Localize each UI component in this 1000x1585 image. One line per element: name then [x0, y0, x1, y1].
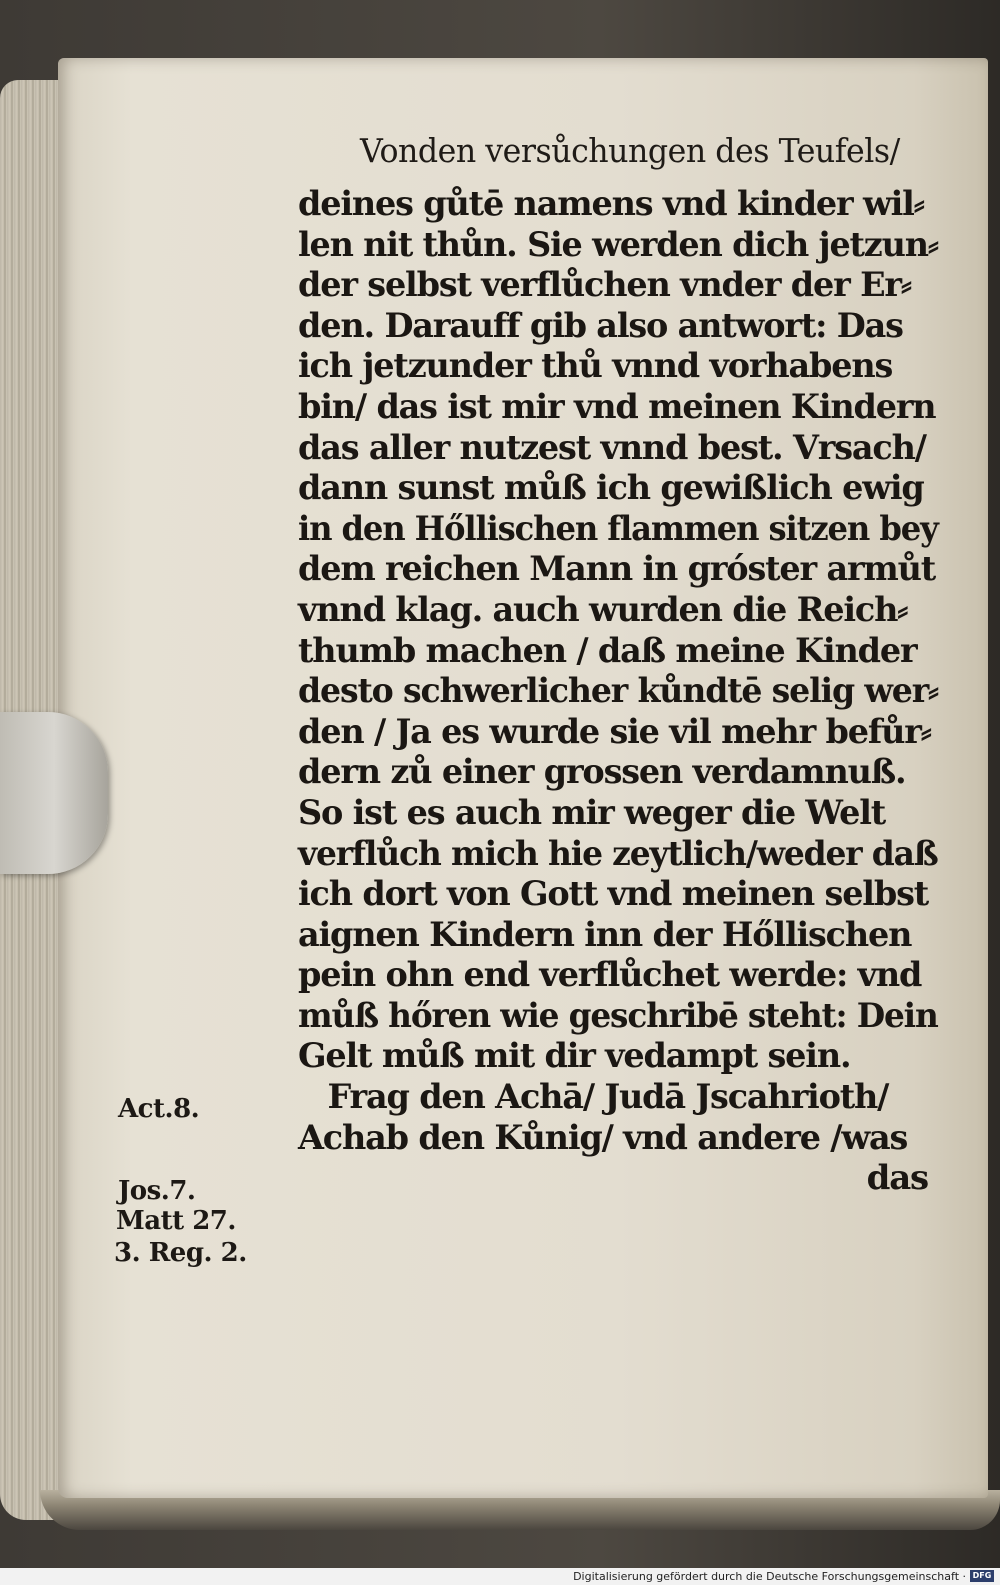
text-line: der selbst verflůchen vnder der Er⸗ — [298, 265, 911, 306]
text-line: thumb machen / daß meine Kinder — [298, 630, 917, 671]
text-line: pein ohn end verflůchet werde: vnd — [298, 955, 922, 996]
page-clip — [0, 712, 108, 874]
text-line: ich jetzunder thů vnnd vorhabens — [298, 346, 893, 387]
text-line: Frag den Achā/ Judā Jscahrioth/ — [327, 1077, 889, 1118]
text-line: vnnd klag. auch wurden die Reich⸗ — [298, 589, 908, 630]
marginal-note: Act.8. — [118, 1094, 200, 1124]
text-line: So ist es auch mir weger die Welt — [298, 792, 886, 833]
text-line: verflůch mich hie zeytlich/weder daß — [298, 833, 938, 874]
text-line: dann sunst můß ich gewißlich ewig — [298, 468, 924, 509]
dfg-logo: DFG — [970, 1570, 994, 1582]
text-line: dern zů einer grossen verdamnuß. — [298, 752, 906, 793]
text-line: dem reichen Mann in gróster armůt — [298, 549, 936, 590]
digitization-credit: Digitalisierung gefördert durch die Deutsche Forschungsgemeinschaft · — [573, 1570, 966, 1583]
marginal-note: Jos.7. — [118, 1176, 196, 1206]
body-text — [298, 184, 948, 1199]
text-line: deines gůtē namens vnd kinder wil⸗ — [298, 184, 924, 224]
running-head: Vonden versůchungen des Teufels/ — [360, 131, 900, 170]
text-line: den. Darauff gib also antwort: Das — [298, 305, 903, 346]
text-line: in den Hőllischen flammen sitzen bey — [298, 508, 938, 549]
text-line: bin/ das ist mir vnd meinen Kindern — [298, 386, 936, 427]
text-line: Achab den Kůnig/ vnd andere /was — [298, 1117, 908, 1158]
text-line: Gelt můß mit dir vedampt sein. — [298, 1036, 851, 1077]
text-line: ich dort von Gott vnd meinen selbst — [298, 874, 929, 915]
text-line: aignen Kindern inn der Hőllischen — [298, 914, 912, 955]
text-line: das aller nutzest vnnd best. Vrsach/ — [298, 427, 926, 468]
text-line: len nit thůn. Sie werden dich jetzun⸗ — [298, 224, 938, 265]
catchword: das — [866, 1158, 928, 1199]
text-line: den / Ja es wurde sie vil mehr befůr⸗ — [298, 711, 931, 752]
text-line: desto schwerlicher kůndtē selig wer⸗ — [298, 671, 938, 712]
text-line: můß hőren wie geschribē steht: Dein — [298, 995, 938, 1036]
marginal-note: 3. Reg. 2. — [114, 1238, 247, 1268]
marginal-note: Matt 27. — [116, 1206, 236, 1236]
